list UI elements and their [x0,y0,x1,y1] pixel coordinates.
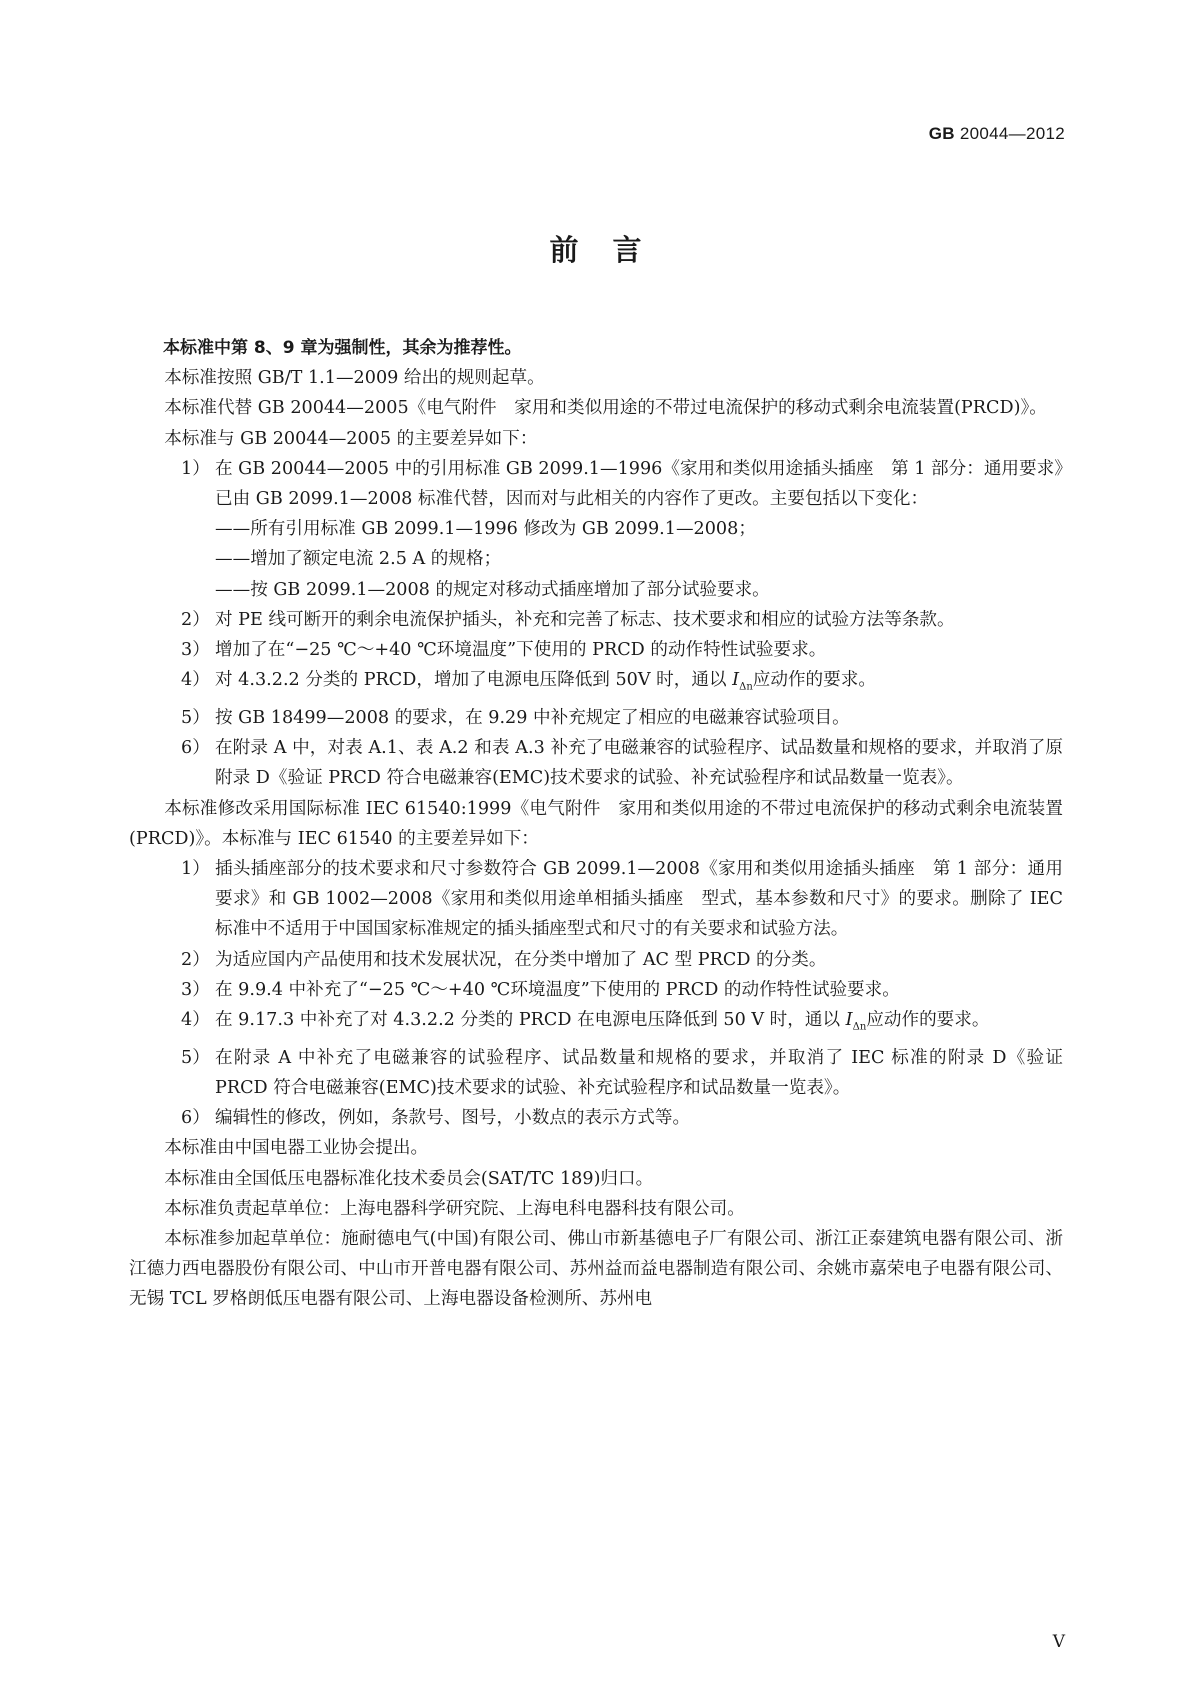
list-item [129,1005,1063,1043]
paragraph-committee: 本标准由全国低压电器标准化技术委员会(SAT/TC 189)归口。 [164,1168,654,1189]
symbol-subscript: Δn [739,681,753,693]
list-item [129,665,1063,703]
dash-item: ——按 GB 2099.1—2008 的规定对移动式插座增加了部分试验要求。 [215,579,770,600]
paragraph-lead-drafters: 本标准负责起草单位：上海电器科学研究院、上海电科电器科技有限公司。 [164,1198,745,1219]
list-item-number: 3） [181,979,210,1000]
list-item-text: 增加了在“−25 ℃～+40 ℃环境温度”下使用的 PRCD 的动作特性试验要求。 [215,640,827,661]
list-item-text: 在 GB 20044—2005 中的引用标准 GB 2099.1—1996《家用和类似用途插头插座 第 1 部分：通用要求》已由 GB 2099.1—2008 标准代替，因而对与此相关的内容作了更改。主要包括以下变化： [215,458,1063,510]
symbol-subscript: Δn [852,1021,867,1033]
list-item-number: 1） [181,458,210,479]
standard-prefix: GB [928,124,955,143]
residual-current-symbol [732,670,753,693]
dash-item: ——增加了额定电流 2.5 A 的规格； [215,549,502,570]
paragraph-differences-intro: 本标准与 GB 20044—2005 的主要差异如下： [164,428,538,449]
list-item-text: 在附录 A 中，对表 A.1、表 A.2 和表 A.3 补充了电磁兼容的试验程序、试品数量和规格的要求，并取消了原附录 D《验证 PRCD 符合电磁兼容(EMC)技术要求的试验、补充试验程序和试品数量一览表》。 [215,738,1063,789]
list-item-number: 4） [181,670,210,691]
list-item-text: 在附录 A 中补充了电磁兼容的试验程序、试品数量和规格的要求，并取消了 IEC 标准的附录 D《验证 PRCD 符合电磁兼容(EMC)技术要求的试验、补充试验程序和试品数量一览表》。 [215,1047,1063,1098]
list-item-number: 6） [181,738,210,759]
list-item-text-after: 应动作的要求。 [866,1009,990,1030]
list-item-text-before: 在 9.17.3 中补充了对 4.3.2.2 分类的 PRCD 在电源电压降低到 50 V 时，通以 [215,1009,846,1030]
residual-current-symbol [845,1009,867,1033]
list-item-text-after: 应动作的要求。 [752,670,876,691]
list-item-number: 3） [181,640,210,661]
list-item [129,1043,1063,1103]
list-item-text: 按 GB 18499—2008 的要求，在 9.29 中补充规定了相应的电磁兼容试验项目。 [215,707,850,728]
list-item [129,1103,1063,1133]
list-item-number: 6） [181,1108,210,1129]
list-item [129,975,1063,1005]
paragraph-replaces: 本标准代替 GB 20044—2005《电气附件 家用和类似用途的不带过电流保护的移动式剩余电流装置(PRCD)》。 [164,398,1047,419]
paragraph-proposer: 本标准由中国电器工业协会提出。 [164,1138,429,1159]
list-item [129,854,1063,945]
list-item-number: 1） [181,858,210,879]
standard-code [929,124,1065,144]
list-item-number: 4） [181,1009,210,1030]
page-title: 前言 [549,233,676,267]
list-item-number: 2） [181,609,210,630]
list-item [129,703,1063,733]
list-item-number: 5） [181,707,210,728]
standard-number: 20044—2012 [959,124,1065,143]
list-item-number: 5） [181,1047,210,1068]
list-item-text: 为适应国内产品使用和技术发展状况，在分类中增加了 AC 型 PRCD 的分类。 [215,949,827,970]
dash-item: ——所有引用标准 GB 2099.1—1996 修改为 GB 2099.1—2008； [215,519,756,540]
paragraph-iec-adoption: 本标准修改采用国际标准 IEC 61540:1999《电气附件 家用和类似用途的不带过电流保护的移动式剩余电流装置(PRCD)》。本标准与 IEC 61540 的主要差异如下： [129,798,1063,849]
list-item [129,733,1063,793]
list-item [129,635,1063,665]
symbol-letter: I [732,670,740,691]
list-item [129,605,1063,635]
symbol-letter: I [845,1009,853,1030]
list-item-text: 在 9.9.4 中补充了“−25 ℃～+40 ℃环境温度”下使用的 PRCD 的动作特性试验要求。 [215,979,900,1000]
list-item-text [215,1005,1063,1043]
paragraph-drafting-rules: 本标准按照 GB/T 1.1—2009 给出的规则起草。 [164,368,545,389]
document-body [129,333,1063,1315]
list-item-text: 编辑性的修改，例如，条款号、图号，小数点的表示方式等。 [215,1108,691,1129]
list-item [129,454,1063,514]
paragraph-participating-drafters: 本标准参加起草单位：施耐德电气(中国)有限公司、佛山市新基德电子厂有限公司、浙江正泰建筑电器有限公司、浙江德力西电器股份有限公司、中山市开普电器有限公司、苏州益而益电器制造有限公司、余姚市嘉荣电子电器有限公司、无锡 TCL 罗格朗低压电器有限公司、上海电器设备检测所、苏州电 [129,1228,1063,1310]
page-number: V [1052,1632,1065,1652]
list-item-text: 对 PE 线可断开的剩余电流保护插头，补充和完善了标志、技术要求和相应的试验方法等条款。 [215,609,955,630]
list-item-text: 插头插座部分的技术要求和尺寸参数符合 GB 2099.1—2008《家用和类似用途插头插座 第 1 部分：通用要求》和 GB 1002—2008《家用和类似用途单相插头插座 型式，基本参数和尺寸》的要求。删除了 IEC 标准中不适用于中国国家标准规定的插头插座型式和尺寸的有关要求和试验方法。 [215,858,1063,940]
list-item-text-before: 对 4.3.2.2 分类的 PRCD，增加了电源电压降低到 50V 时，通以 [215,670,733,691]
mandatory-statement: 本标准中第 8、9 章为强制性，其余为推荐性。 [163,338,522,358]
list-item-number: 2） [181,949,210,970]
list-item [129,945,1063,975]
list-item-text [215,665,1063,703]
